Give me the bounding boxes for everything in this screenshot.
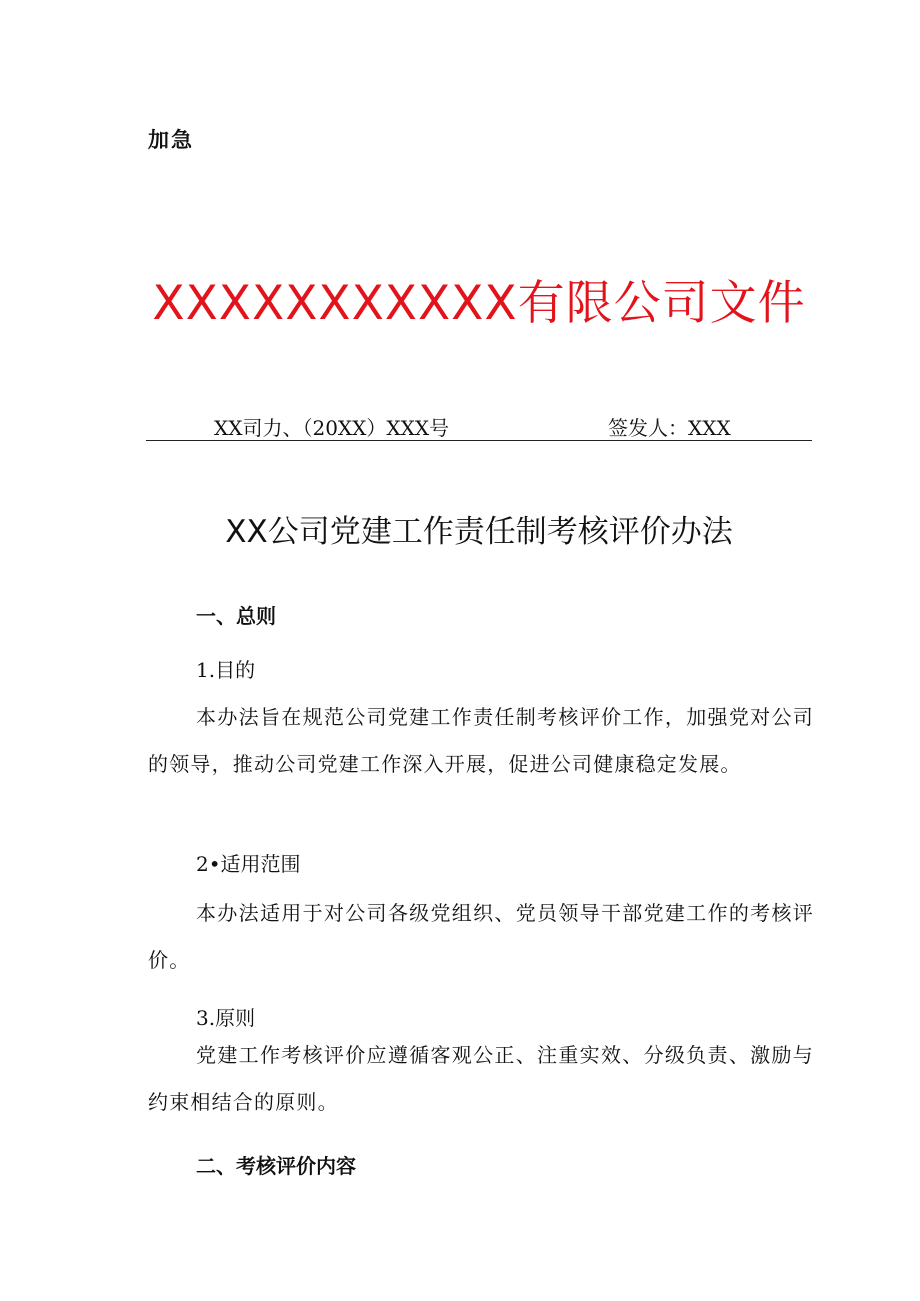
paragraph-purpose: 本办法旨在规范公司党建工作责任制考核评价工作，加强党对公司的领导，推动公司党建工作深入开展，促进公司健康稳定发展。 (148, 705, 814, 776)
red-header-title: XXXXXXXXXXX有限公司文件 (152, 276, 806, 331)
urgency-mark: 加急 (148, 127, 194, 152)
signer: 签发人：XXX (608, 416, 731, 440)
header-divider (146, 440, 812, 441)
doc-number: XX司力、（20XX）XXX号 (214, 416, 450, 440)
section-heading-content: 二、考核评价内容 (196, 1154, 356, 1178)
section-heading-general: 一、总则 (196, 604, 276, 628)
paragraph-scope: 本办法适用于对公司各级党组织、党员领导干部党建工作的考核评价。 (148, 901, 814, 972)
document-title: XX公司党建工作责任制考核评价办法 (225, 514, 733, 550)
subsection-title-principles: 3.原则 (196, 1006, 256, 1030)
subsection-title-purpose: 1.目的 (196, 658, 256, 682)
paragraph-principles: 党建工作考核评价应遵循客观公正、注重实效、分级负责、激励与约束相结合的原则。 (148, 1043, 814, 1114)
subsection-title-scope: 2•适用范围 (196, 852, 301, 876)
